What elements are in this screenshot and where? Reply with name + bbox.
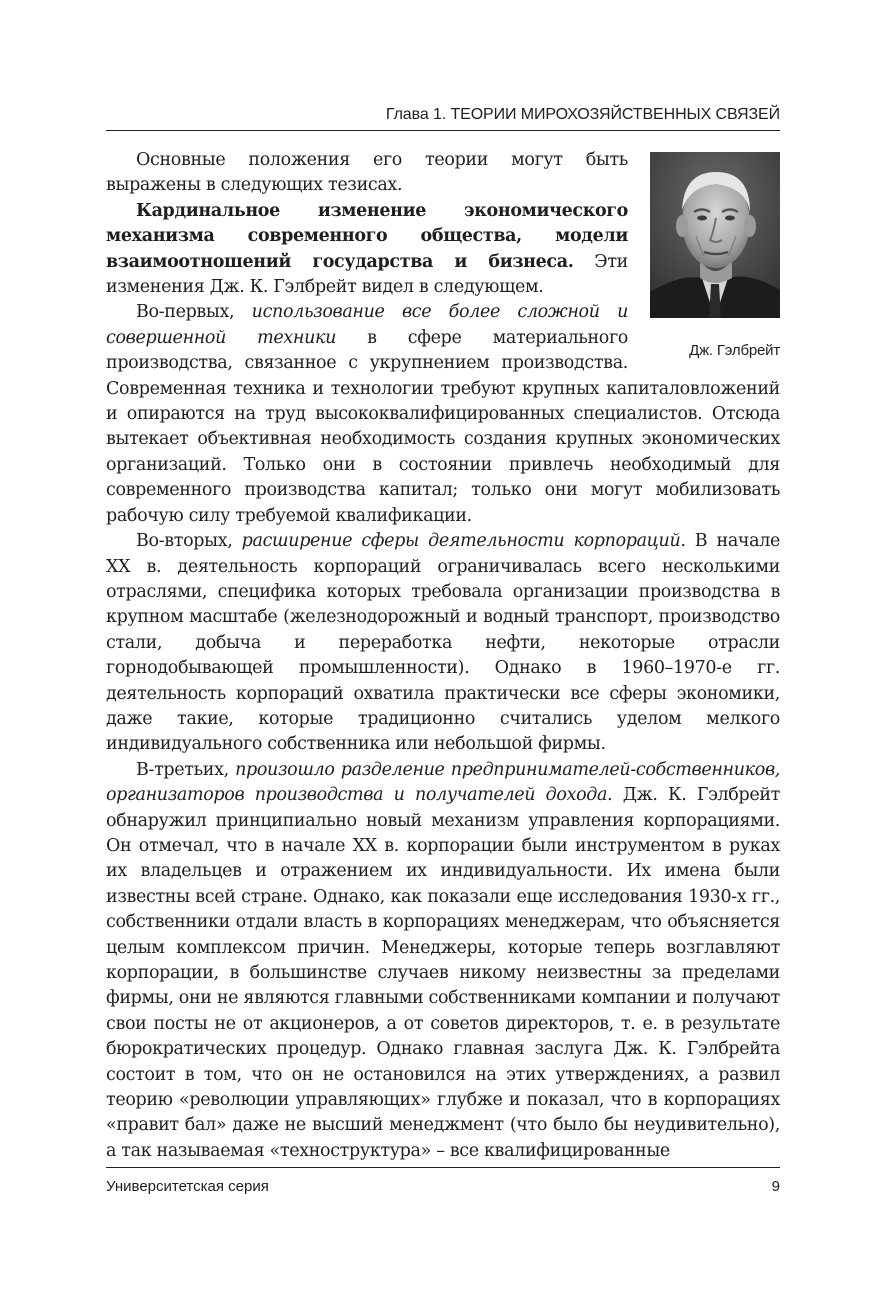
paragraph-3-italic: использование все более сложной и совершенной техники [106, 302, 628, 348]
paragraph-4-start: Во-вторых, [136, 531, 242, 552]
paragraph-3-rest: в сфере материального производства, связанное с укрупнением производства. Современная техника и технологии требуют крупных капиталовложений и опираются на труд высококвалифицированных специалистов. Отсюда вытекает объективная необходимость создания крупных экономических организаций. Только они в состоянии привлечь необходимый для современного производства капитал; только они могут мобилизовать рабочую силу требуемой квалификации. [106, 327, 780, 526]
portrait-photo [650, 152, 780, 318]
paragraph-1-text: Основные положения его теории могут быть выражены в следующих тезисах. [106, 150, 628, 196]
paragraph-5-start: В-третьих, [136, 759, 236, 780]
paragraph-3-start: Во-первых, [136, 302, 252, 323]
paragraph-5-rest: Дж. К. Гэлбрейт обнаружил принципиально новый механизм управления корпорациями. Он отмечал, что в начале XX в. корпорации были инструментом в руках их владельцев и отражением их индивидуальности. Их имена были известны всей стране. Однако, как показали еще исследования 1930-х гг., собственники отдали власть в корпорациях менеджерам, что объясняется целым комплексом причин. Менеджеры, которые теперь возглавляют корпорации, в большинстве случаев никому неизвестны за пределами фирмы, они не являются главными собственниками компании и получают свои посты не от акционеров, а от советов директоров, т. е. в результате бюрократических процедур. Однако главная заслуга Дж. К. Гэлбрейта состоит в том, что он не остановился на этих утверждениях, а развил теорию «революции управляющих» глубже и показал, что в корпорациях «правит бал» даже не высший менеджмент (что было бы неудивительно), а так называемая «техноструктура» – все квалифицированные [106, 785, 780, 1161]
paragraph-4-italic: расширение сферы деятельности корпораций. [241, 531, 686, 552]
body-text [106, 148, 780, 1164]
portrait-figure [650, 152, 780, 363]
chapter-title: Глава 1. ТЕОРИИ МИРОХОЗЯЙСТВЕННЫХ СВЯЗЕЙ [385, 106, 780, 123]
paragraph-5 [106, 758, 780, 1165]
paragraph-2-rest: Эти изменения Дж. К. Гэлбрейт видел в следующем. [106, 251, 628, 298]
paragraph-5-italic: произошло разделение предпринимателей-собственников, организаторов производства и получателей дохода. [106, 759, 780, 806]
page-number: 9 [771, 1178, 780, 1195]
paragraph-4 [106, 529, 780, 758]
running-header [106, 102, 780, 131]
paragraph-4-rest: В начале XX в. деятельность корпораций ограничивалась всего несколькими отраслями, специфика которых требовала организации производства в крупном масштабе (железнодорожный и водный транспорт, производство стали, добыча и переработка нефти, некоторые отрасли горнодобывающей промышленности). Однако в 1960–1970-е гг. деятельность корпораций охватила практически все сферы экономики, даже такие, которые традиционно считались уделом мелкого индивидуального собственника или небольшой фирмы. [106, 531, 780, 755]
paragraph-2-bold: Кардинальное изменение экономического механизма современного общества, модели взаимоотношений государства и бизнеса. [106, 200, 628, 272]
series-name: Университетская серия [106, 1178, 269, 1195]
running-footer [106, 1178, 780, 1195]
portrait-caption: Дж. Гэлбрейт [689, 342, 780, 359]
footer-rule [106, 1167, 780, 1168]
